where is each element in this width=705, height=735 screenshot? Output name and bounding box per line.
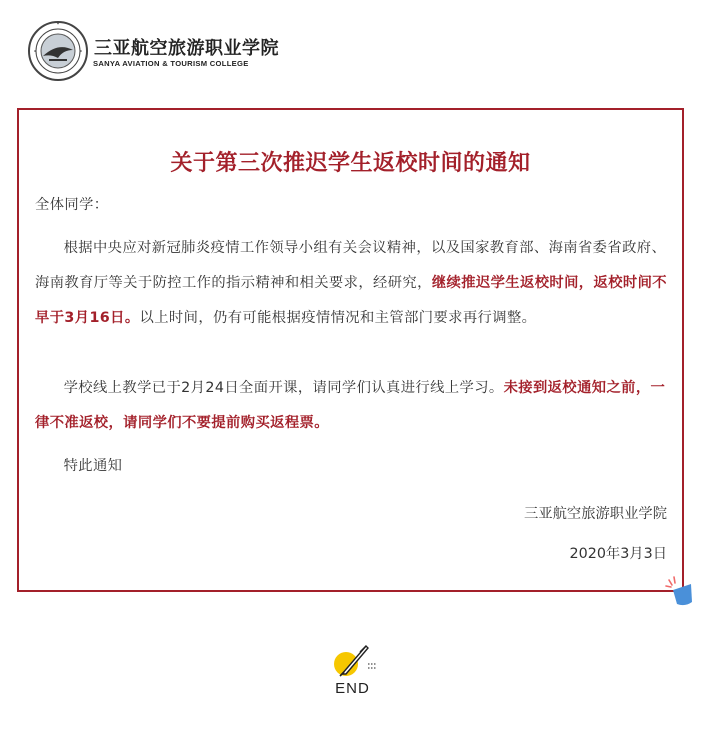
notice-card (17, 108, 684, 592)
greeting: 全体同学： (35, 197, 109, 213)
closing-remark: 特此通知 (63, 458, 123, 474)
paragraph-1-highlight: 继续推迟学生返校时间，返校时间不早于3月16日。 (35, 275, 667, 326)
folded-corner-icon (665, 574, 695, 608)
paragraph-2 (35, 371, 669, 441)
college-name-en: SANYA AVIATION & TOURISM COLLEGE (93, 59, 249, 68)
notice-date: 2020年3月3日 (569, 546, 667, 562)
paragraph-1-text-b: 以上时间，仍有可能根据疫情情况和主管部门要求再行调整。 (139, 310, 537, 326)
quill-pen-icon (332, 640, 378, 680)
college-name-cn: 三亚航空旅游职业学院 (94, 38, 279, 59)
paragraph-1-text-a: 根据中央应对新冠肺炎疫情工作领导小组有关会议精神，以及国家教育部、海南省委省政府、海南教育厅等关于防控工作的指示精神和相关要求，经研究， (35, 240, 667, 291)
paragraph-2-text: 学校线上教学已于2月24日全面开课，请同学们认真进行线上学习。 (63, 380, 504, 396)
paragraph-1 (35, 231, 669, 336)
college-header (27, 20, 327, 84)
college-emblem-icon (27, 20, 89, 82)
paragraph-2-highlight: 未接到返校通知之前，一律不准返校，请同学们不要提前购买返程票。 (35, 380, 666, 431)
signer: 三亚航空旅游职业学院 (524, 506, 667, 522)
end-label: END (335, 680, 370, 697)
notice-title: 关于第三次推迟学生返校时间的通知 (170, 151, 531, 176)
